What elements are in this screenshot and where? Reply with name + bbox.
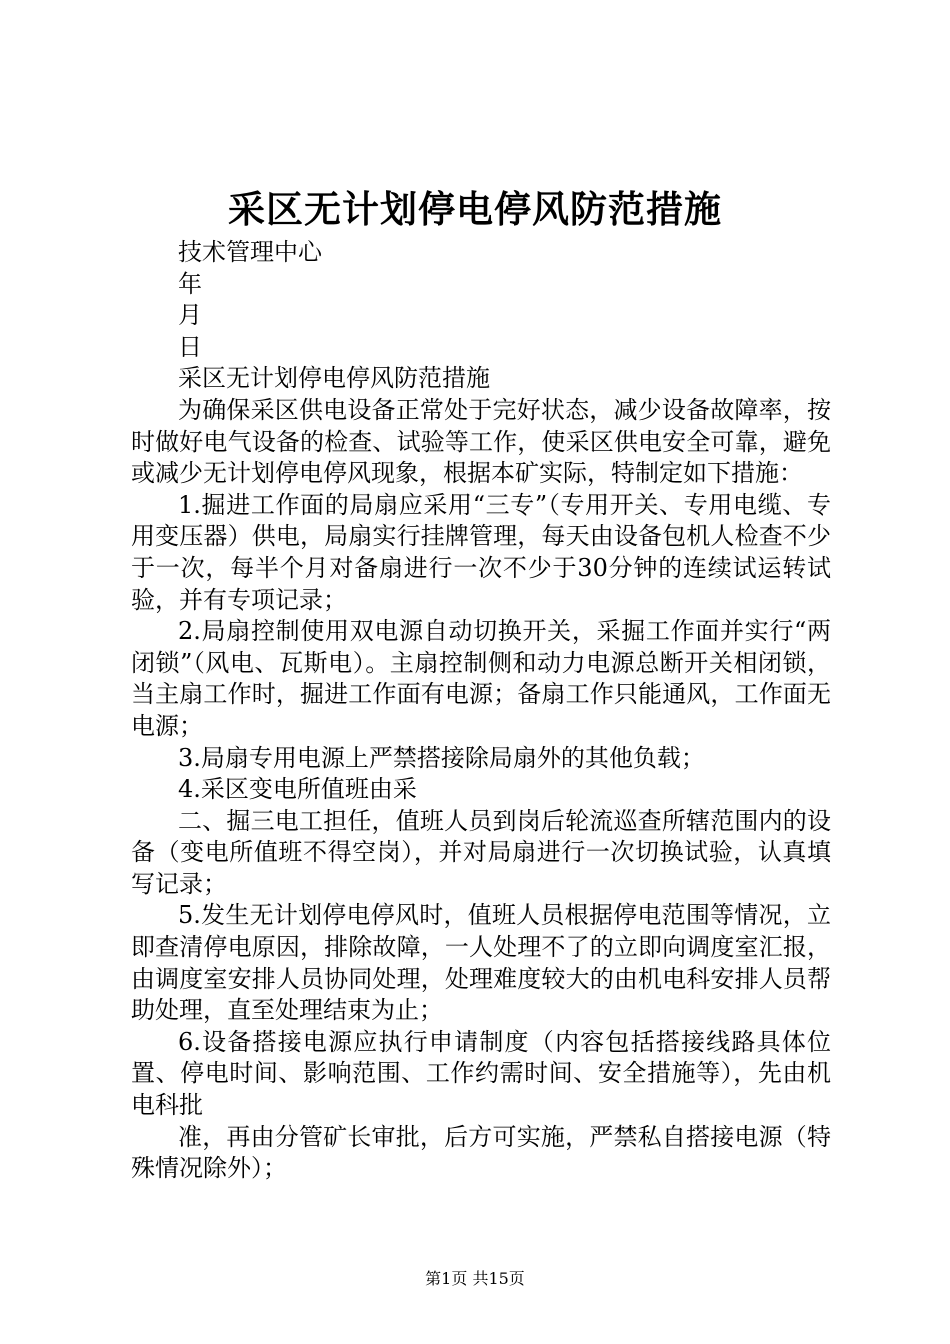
paragraph-item-3: 3.局扇专用电源上严禁搭接除局扇外的其他负载；: [178, 743, 705, 772]
paragraph-item-4: 4.采区变电所值班由采: [178, 775, 417, 804]
paragraph-item-1: 1.掘进工作面的局扇应采用“三专”（专用开关、专用电缆、专用变压器）供电，局扇实行挂牌管理，每天由设备包机人检查不少于一次，每半个月对备扇进行一次不少于30分钟的连续试运转试验，并有专项记录；: [131, 490, 831, 614]
page-number-footer: 第1页 共15页: [425, 1269, 525, 1288]
paragraph-item-4-cont: 二、掘三电工担任，值班人员到岗后轮流巡查所辖范围内的设备（变电所值班不得空岗），并对局扇进行一次切换试验，认真填写记录；: [131, 806, 831, 898]
paragraph-item-6: 6.设备搭接电源应执行申请制度（内容包括搭接线路具体位置、停电时间、影响范围、工作约需时间、安全措施等），先由机电科批: [131, 1027, 831, 1120]
meta-line-author: 技术管理中心: [178, 238, 322, 266]
paragraph-item-6-cont: 准，再由分管矿长审批，后方可实施，严禁私自搭接电源（特殊情况除外）；: [131, 1122, 831, 1183]
meta-line-month: 月: [178, 301, 202, 330]
meta-line-year: 年: [178, 269, 202, 298]
meta-line-day: 日: [178, 332, 202, 361]
title-spacer: [131, 206, 831, 237]
meta-line-subtitle: 采区无计划停电停风防范措施: [178, 364, 490, 393]
paragraph-item-2: 2.局扇控制使用双电源自动切换开关，采掘工作面并实行“两闭锁”（风电、瓦斯电）。主扇控制侧和动力电源总断开关相闭锁，当主扇工作时，掘进工作面有电源；备扇工作只能通风，工作面无电源；: [131, 617, 831, 740]
paragraph-intro: 为确保采区供电设备正常处于完好状态，减少设备故障率，按时做好电气设备的检查、试验等工作，使采区供电安全可靠，避免或减少无计划停电停风现象，根据本矿实际，特制定如下措施：: [131, 395, 831, 488]
document-title: 采区无计划停电停风防范措施: [228, 187, 722, 231]
document-body: [131, 206, 831, 1185]
paragraph-item-5: 5.发生无计划停电停风时，值班人员根据停电范围等情况，立即查清停电原因，排除故障，一人处理不了的立即向调度室汇报，由调度室安排人员协同处理，处理难度较大的由机电科安排人员帮助处理，直至处理结束为止；: [131, 901, 831, 1025]
